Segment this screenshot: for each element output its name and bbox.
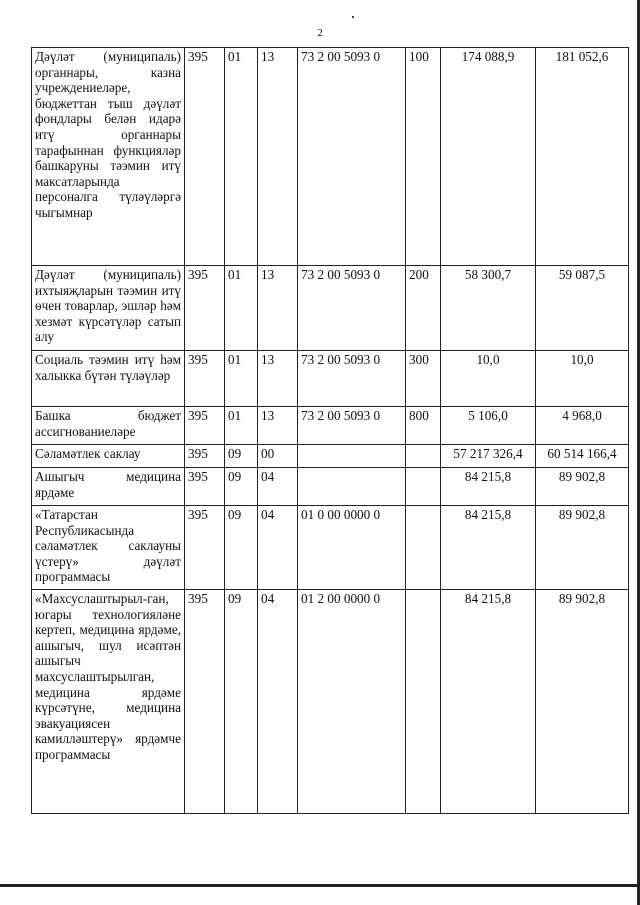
ministry-code: 395 xyxy=(185,468,225,506)
section-code: 09 xyxy=(225,468,258,506)
ministry-code: 395 xyxy=(185,351,225,407)
amount-year-2: 60 514 166,4 xyxy=(536,445,629,468)
target-article-code: 73 2 00 5093 0 xyxy=(298,48,406,266)
amount-year-1: 58 300,7 xyxy=(441,266,536,351)
ministry-code: 395 xyxy=(185,590,225,814)
row-name: «Махсуслаштырыл-ган, югары технологияләне кертеп, медицина ярдәме, ашыгыч, шул исәптән ашыгыч махсуслаштырылган, медицина ярдәме күрсәтүне, медицина эвакуациясен камилләштерү» ярдәмче программасы xyxy=(32,590,185,814)
ministry-code: 395 xyxy=(185,266,225,351)
subsection-code: 04 xyxy=(258,590,298,814)
table-row xyxy=(32,351,629,407)
amount-year-1: 174 088,9 xyxy=(441,48,536,266)
row-name: Социаль тәэмин итү һәм халыкка бүтән түләүләр xyxy=(32,351,185,407)
amount-year-2: 10,0 xyxy=(536,351,629,407)
table-row xyxy=(32,48,629,266)
amount-year-1: 57 217 326,4 xyxy=(441,445,536,468)
amount-year-2: 59 087,5 xyxy=(536,266,629,351)
amount-year-1: 10,0 xyxy=(441,351,536,407)
ministry-code: 395 xyxy=(185,445,225,468)
expense-type-code xyxy=(406,468,441,506)
expense-type-code: 200 xyxy=(406,266,441,351)
amount-year-2: 181 052,6 xyxy=(536,48,629,266)
expense-type-code: 800 xyxy=(406,407,441,445)
amount-year-2: 89 902,8 xyxy=(536,468,629,506)
row-name: Башка бюджет ассигнованиеләре xyxy=(32,407,185,445)
target-article-code: 73 2 00 5093 0 xyxy=(298,266,406,351)
table-row xyxy=(32,407,629,445)
target-article-code: 73 2 00 5093 0 xyxy=(298,351,406,407)
amount-year-2: 89 902,8 xyxy=(536,590,629,814)
expense-type-code xyxy=(406,590,441,814)
expense-type-code: 300 xyxy=(406,351,441,407)
table-row xyxy=(32,445,629,468)
scan-speck xyxy=(352,16,354,18)
table-row xyxy=(32,468,629,506)
scan-border-bottom xyxy=(0,884,640,887)
amount-year-1: 84 215,8 xyxy=(441,468,536,506)
section-code: 09 xyxy=(225,445,258,468)
ministry-code: 395 xyxy=(185,48,225,266)
section-code: 01 xyxy=(225,351,258,407)
subsection-code: 13 xyxy=(258,266,298,351)
target-article-code: 01 2 00 0000 0 xyxy=(298,590,406,814)
table-row xyxy=(32,590,629,814)
target-article-code xyxy=(298,445,406,468)
target-article-code: 73 2 00 5093 0 xyxy=(298,407,406,445)
subsection-code: 04 xyxy=(258,506,298,590)
row-name: «Татарстан Республикасында сәламәтлек саклауны үстерү» дәүләт программасы xyxy=(32,506,185,590)
expense-type-code xyxy=(406,506,441,590)
amount-year-1: 5 106,0 xyxy=(441,407,536,445)
section-code: 01 xyxy=(225,266,258,351)
row-name: Дәүләт (муниципаль) ихтыяҗларын тәэмин итү өчен товарлар, эшләр һәм хезмәт күрсәтүләр сатып алу xyxy=(32,266,185,351)
row-name: Дәүләт (муниципаль) органнары, казна учреждениеләре, бюджеттан тыш дәүләт фондлары белән идарә итү органнары тарафыннан функцияләр башкаруны тәэмин итү максатларында персоналга түләүләргә чыгымнар xyxy=(32,48,185,266)
target-article-code xyxy=(298,468,406,506)
subsection-code: 13 xyxy=(258,48,298,266)
section-code: 01 xyxy=(225,48,258,266)
expense-type-code: 100 xyxy=(406,48,441,266)
ministry-code: 395 xyxy=(185,407,225,445)
page-number: 2 xyxy=(317,27,323,39)
subsection-code: 13 xyxy=(258,407,298,445)
amount-year-1: 84 215,8 xyxy=(441,590,536,814)
amount-year-2: 89 902,8 xyxy=(536,506,629,590)
table-row xyxy=(32,266,629,351)
row-name: Ашыгыч медицина ярдәме xyxy=(32,468,185,506)
subsection-code: 04 xyxy=(258,468,298,506)
section-code: 09 xyxy=(225,506,258,590)
target-article-code: 01 0 00 0000 0 xyxy=(298,506,406,590)
budget-table xyxy=(31,47,629,814)
expense-type-code xyxy=(406,445,441,468)
ministry-code: 395 xyxy=(185,506,225,590)
amount-year-2: 4 968,0 xyxy=(536,407,629,445)
row-name: Сәламәтлек саклау xyxy=(32,445,185,468)
section-code: 09 xyxy=(225,590,258,814)
subsection-code: 00 xyxy=(258,445,298,468)
amount-year-1: 84 215,8 xyxy=(441,506,536,590)
table-row xyxy=(32,506,629,590)
section-code: 01 xyxy=(225,407,258,445)
subsection-code: 13 xyxy=(258,351,298,407)
